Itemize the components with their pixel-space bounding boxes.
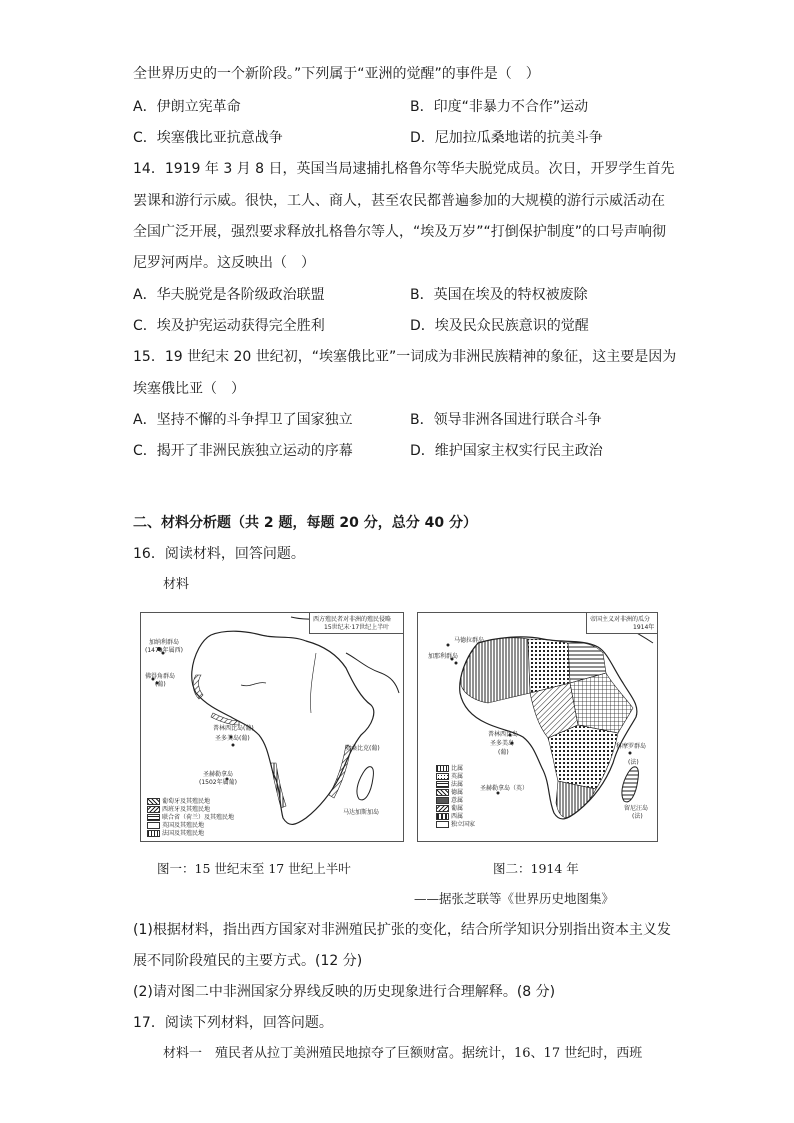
label-sao-tome: 圣多美岛(葡) (215, 735, 250, 742)
q15-line-2: 埃塞俄比亚（ ） (133, 381, 245, 397)
label-madeira: 马德拉群岛 (454, 637, 485, 644)
map-source: ——据张芝联等《世界历史地图集》 (414, 891, 615, 906)
label-reunion-note: (法) (632, 813, 643, 820)
label-cape-verde-note: (葡) (155, 681, 166, 688)
label-st-helena: 圣赫勒拿岛 (203, 771, 234, 778)
map-2-legend-item: 比属 (436, 763, 463, 772)
map-2-title-box (586, 613, 657, 634)
map-2-subtitle: 1914年 (633, 624, 655, 631)
label-cape-verde: 佛得角群岛 (145, 673, 176, 680)
map-1-legend-item: 联合省（荷兰）及其殖民地 (147, 812, 234, 821)
map-1-title-box (309, 613, 403, 634)
label-mozambique: 莫桑比克(葡) (345, 745, 380, 752)
q15-option-c: C．揭开了非洲民族独立运动的序幕 (133, 443, 353, 459)
label-reunion: 留尼汪岛 (624, 805, 649, 812)
map-1-legend-item: 葡萄牙及其殖民地 (147, 796, 210, 805)
label-principe-2: 普林西比岛 (488, 731, 519, 738)
map-1-legend-item: 英国及其殖民地 (147, 820, 204, 829)
section-heading: 二、材料分析题（共 2 题，每题 20 分，总分 40 分） (133, 515, 477, 531)
map-2-legend-item: 英属 (436, 771, 463, 780)
q14-line-3: 全国广泛开展，强烈要求释放扎格鲁尔等人，“埃及万岁”“打倒保护制度”的口号声响彻 (133, 224, 667, 240)
map-2-legend-item: 独立国家 (436, 819, 475, 828)
label-principe: 普林西比岛(葡) (213, 725, 254, 732)
q16-stem: 16．阅读材料，回答问题。 (133, 546, 305, 562)
map-1-legend-item: 西班牙及其殖民地 (147, 804, 210, 813)
map-2 (417, 612, 658, 842)
label-canary: 加纳利群岛 (149, 639, 180, 646)
label-comoros: 科摩罗群岛 (616, 743, 647, 750)
q13-stem-tail: 全世界历史的一个新阶段。”下列属于“亚洲的觉醒”的事件是（ ） (133, 66, 540, 82)
q14-option-b: B．英国在埃及的特权被废除 (410, 287, 588, 303)
map-2-legend-item: 西属 (436, 811, 463, 820)
q16-sub2: (2)请对图二中非洲国家分界线反映的历史现象进行合理解释。(8 分) (133, 984, 556, 1000)
q16-sub1-line-1: (1)根据材料，指出西方国家对非洲殖民扩张的变化，结合所学知识分别指出资本主义发 (133, 922, 671, 938)
map-2-legend-item: 德属 (436, 787, 463, 796)
q15-line-1: 15．19 世纪末 20 世纪初，“埃塞俄比亚”一词成为非洲民族精神的象征，这主要是因为 (133, 349, 677, 365)
map-2-legend-item: 法属 (436, 779, 463, 788)
q13-option-a: A．伊朗立宪革命 (133, 99, 241, 115)
map-2-legend-item: 意属 (436, 795, 463, 804)
label-st-helena-2: 圣赫勒拿岛（英） (480, 785, 529, 792)
label-comoros-note: (法) (628, 759, 639, 766)
q15-option-d: D．维护国家主权实行民主政治 (410, 443, 603, 459)
q14-line-2: 罢课和游行示威。很快，工人、商人，甚至农民都普遍参加的大规模的游行示威活动在 (133, 193, 665, 209)
q13-option-c: C．埃塞俄比亚抗意战争 (133, 130, 283, 146)
map-1-title: 西方殖民者对非洲的殖民侵略 (313, 616, 392, 623)
map-1-legend-item: 法国及其殖民地 (147, 828, 204, 837)
q15-option-a: A．坚持不懈的斗争捍卫了国家独立 (133, 412, 353, 428)
label-madagascar: 马达加斯加岛 (343, 809, 380, 816)
map-2-legend-item: 葡属 (436, 803, 463, 812)
q14-line-1: 14．1919 年 3 月 8 日，英国当局逮捕扎格鲁尔等华夫脱党成员。次日，开罗学生首先 (133, 161, 675, 177)
q15-option-b: B．领导非洲各国进行联合斗争 (410, 412, 602, 428)
q14-option-a: A．华夫脱党是各阶级政治联盟 (133, 287, 325, 303)
material-label: 材料 (163, 577, 190, 592)
q17-stem: 17．阅读下列材料，回答问题。 (133, 1015, 333, 1031)
map-2-title: 帝国主义对非洲的瓜分 (590, 616, 651, 623)
q14-line-4: 尼罗河两岸。这反映出（ ） (133, 255, 315, 271)
label-canary-note: (1479年属西) (145, 647, 183, 654)
label-portugal-mark: (葡) (498, 749, 509, 756)
map-2-caption: 图二：1914 年 (493, 861, 579, 876)
map-1-subtitle: 15世纪末·17世纪上半叶 (324, 624, 390, 631)
q14-option-c: C．埃及护宪运动获得完全胜利 (133, 318, 325, 334)
map-1 (140, 612, 404, 842)
label-canary-2: 加那利群岛 (428, 653, 459, 660)
q17-material-1: 材料一 殖民者从拉丁美洲殖民地掠夺了巨额财富。据统计，16、17 世纪时，西班 (163, 1046, 643, 1061)
q14-option-d: D．埃及民众民族意识的觉醒 (410, 318, 589, 334)
label-sao-tome-2: 圣多美岛 (490, 740, 515, 747)
label-st-helena-note: (1502年属葡) (199, 779, 237, 786)
q13-option-b: B．印度“非暴力不合作”运动 (410, 99, 589, 115)
q16-sub1-line-2: 展不同阶段殖民的主要方式。(12 分) (133, 953, 363, 969)
q13-option-d: D．尼加拉瓜桑地诺的抗美斗争 (410, 130, 603, 146)
map-1-caption: 图一：15 世纪末至 17 世纪上半叶 (157, 861, 351, 876)
